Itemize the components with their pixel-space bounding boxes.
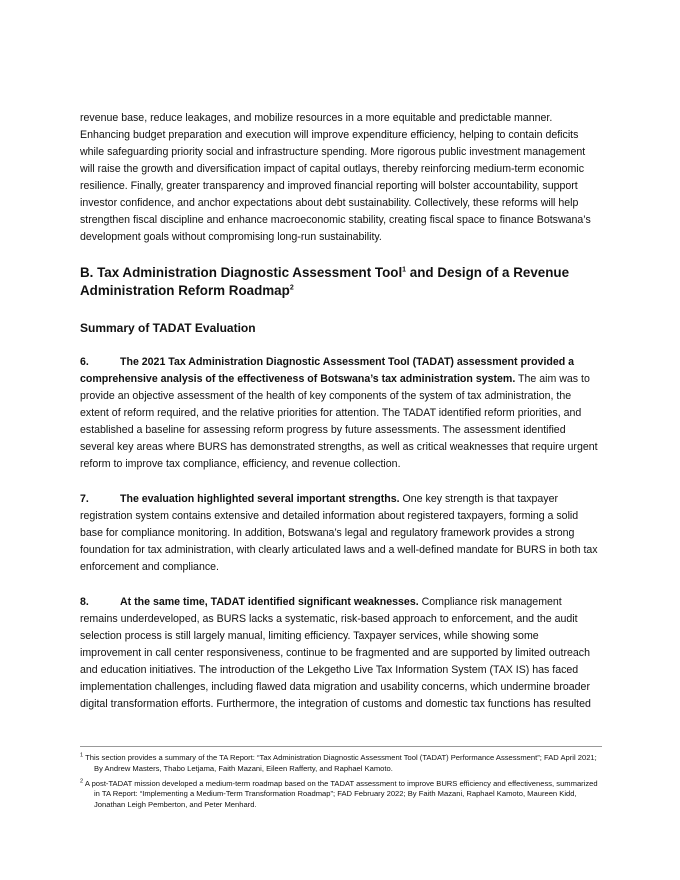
- paragraph-lead: At the same time, TADAT identified significant weaknesses.: [120, 596, 419, 608]
- footnote-mark: 1: [80, 752, 84, 759]
- footnotes: [80, 746, 602, 815]
- footnote-text: This section provides a summary of the TA Report: “Tax Administration Diagnostic Assessment Tool (TADAT) Performance Assessment”; FAD April 2021; By Andrew Masters, Thabo Letjama, Faith Mazani, Eileen Rafferty, and Raphael Kamoto.: [83, 753, 597, 773]
- paragraph-number: 7.: [80, 493, 89, 505]
- section-heading: [80, 264, 601, 300]
- section-title-part1: B. Tax Administration Diagnostic Assessment Tool: [80, 265, 403, 280]
- footnote-1: [80, 753, 602, 775]
- paragraph-8: [80, 594, 601, 713]
- intro-paragraph: revenue base, reduce leakages, and mobilize resources in a more equitable and predictable manner. Enhancing budget preparation and execution will improve expenditure efficiency, helping to contain deficits while safeguarding priority social and infrastructure spending. More rigorous public investment management will raise the growth and diversification impact of capital outlays, thereby reinforcing medium-term economic resilience. Finally, greater transparency and improved financial reporting will bolster accountability, support investor confidence, and anchor expectations about debt sustainability. Collectively, these reforms will help strengthen fiscal discipline and enhance macroeconomic stability, creating fiscal space to finance Botswana’s development goals without compromising long-run sustainability.: [80, 112, 591, 243]
- subheading: Summary of TADAT Evaluation: [80, 321, 256, 335]
- paragraph-number: 6.: [80, 356, 89, 368]
- paragraph-number: 8.: [80, 596, 89, 608]
- paragraph-body: One key strength is that taxpayer registration system contains extensive and detailed information about registered taxpayers, forming a solid base for compliance monitoring. In addition, Botswana’s legal and regulatory framework provides a strong foundation for tax administration, with clearly articulated laws and a well-defined mandate for BURS in both tax enforcement and compliance.: [80, 493, 598, 573]
- footnote-divider: [80, 746, 602, 747]
- paragraph-body: Compliance risk management remains underdeveloped, as BURS lacks a systematic, risk-based approach to enforcement, and the audit selection process is still largely manual, limiting efficiency. Taxpayer services, while showing some improvement in call center responsiveness, continue to be fragmented and are supported by limited outreach and education initiatives. The introduction of the Lekgetho Live Tax Information System (TAX IS) has faced implementation challenges, including flawed data migration and usability concerns, which undermine broader digital transformation efforts. Furthermore, the integration of customs and domestic tax functions has resulted: [80, 596, 591, 710]
- paragraph-lead: The evaluation highlighted several important strengths.: [120, 493, 400, 505]
- footnote-text: A post-TADAT mission developed a medium-term roadmap based on the TADAT assessment to improve BURS efficiency and effectiveness, summarized in TA Report: “Implementing a Medium-Term Transformation Roadmap”; FAD February 2022; By Faith Mazani, Raphael Kamoto, Maureen Kidd, Jonathan Leigh Pemberton, and Peter Menhard.: [83, 778, 598, 810]
- section-title-part2: and Design of a Revenue Administration Reform Roadmap: [80, 265, 570, 298]
- paragraph-7: [80, 491, 601, 576]
- paragraph-6: [80, 354, 601, 473]
- footnote-mark: 2: [80, 778, 84, 785]
- paragraph-body: The aim was to provide an objective assessment of the health of key components of the system of tax administration, the extent of reform required, and the relative priorities for attention. The TADAT identified reform priorities, and established a baseline for assessing reform progress by future assessments. The assessment identified several key areas where BURS has demonstrated strengths, as well as critical weaknesses that require urgent reform to improve tax compliance, efficiency, and revenue collection.: [80, 373, 598, 470]
- footnote-ref-2[interactable]: 2: [289, 284, 294, 292]
- footnote-ref-1[interactable]: 1: [402, 266, 407, 274]
- paragraph-lead: The 2021 Tax Administration Diagnostic Assessment Tool (TADAT) assessment provided a comprehensive analysis of the effectiveness of Botswana’s tax administration system.: [80, 356, 575, 385]
- footnote-2: [80, 779, 602, 811]
- document-body: [80, 110, 601, 713]
